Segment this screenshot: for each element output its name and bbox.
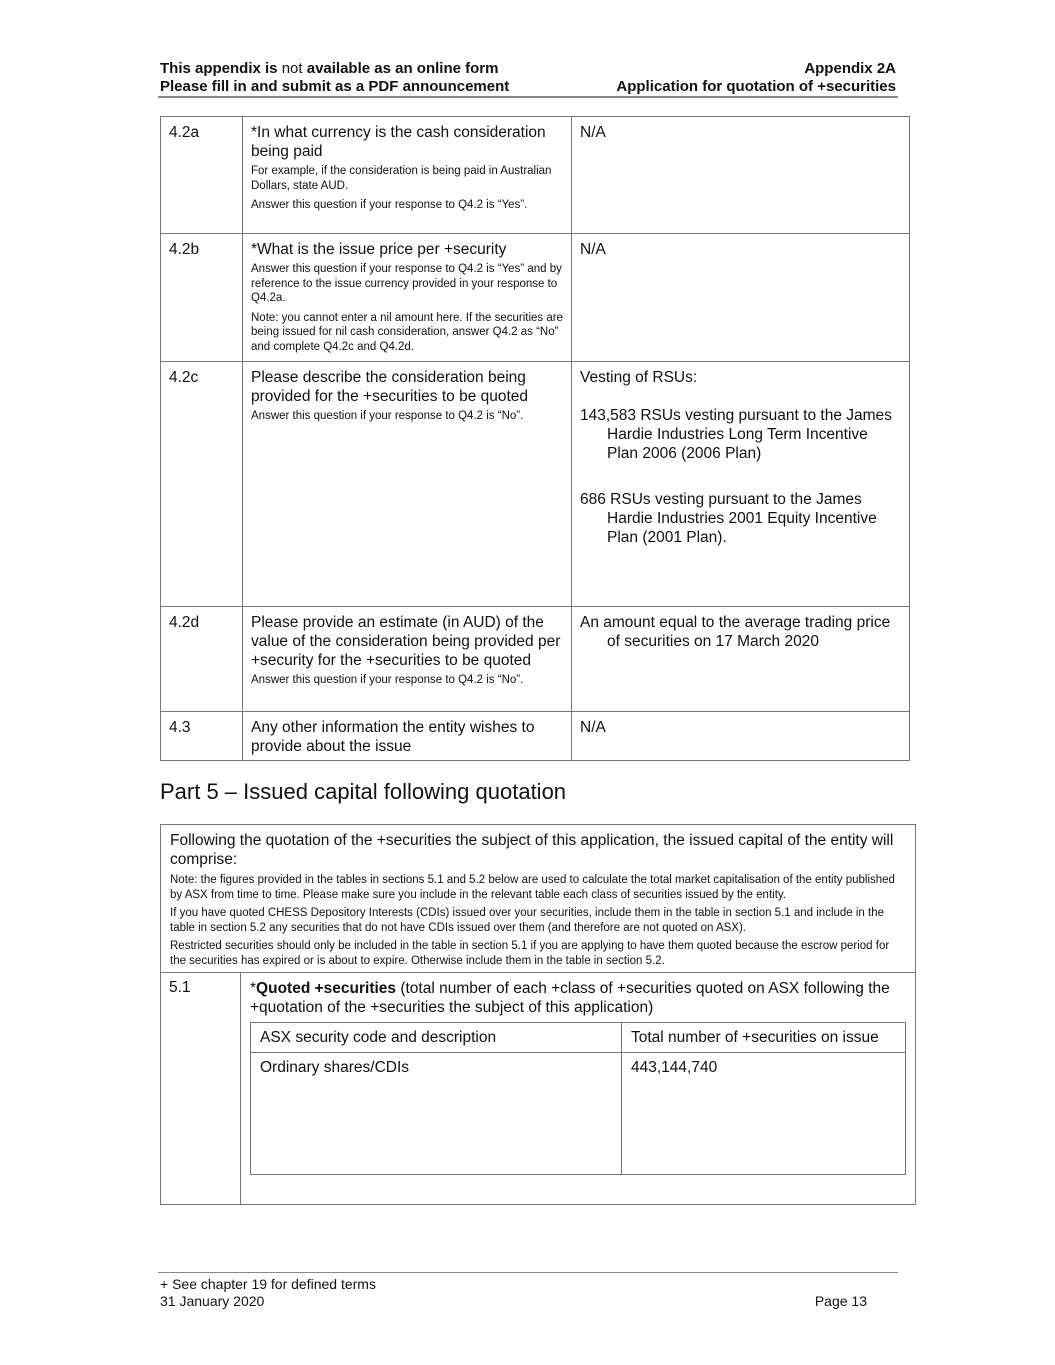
answer-item: 686 RSUs vesting pursuant to the James Hardie Industries 2001 Equity Incentive Plan (2001 Plan).	[580, 491, 877, 546]
page-header-right	[616, 60, 896, 96]
section-5-1-body	[241, 973, 915, 1204]
question-note: Answer this question if your response to Q4.2 is “Yes” and by reference to the issue currency provided in your response to Q4.2a.	[251, 263, 562, 304]
table-row-4-2d	[161, 607, 910, 712]
question-number: 4.3	[161, 712, 243, 761]
question-cell	[243, 117, 572, 234]
answer-item: 143,583 RSUs vesting pursuant to the James Hardie Industries Long Term Incentive Plan 2006 (2006 Plan)	[580, 407, 892, 462]
answer-cell: N/A	[572, 712, 910, 761]
appendix-title: Application for quotation of +securities	[616, 78, 896, 95]
question-note: Note: you cannot enter a nil amount here. If the securities are being issued for nil cash consideration, answer Q4.2 as “No” and complete Q4.2c and Q4.2d.	[251, 311, 563, 353]
section-title-part5: Part 5 – Issued capital following quotation	[160, 779, 567, 804]
answer-cell: N/A	[572, 117, 910, 234]
question-text: Please describe the consideration being provided for the +securities to be quoted	[251, 369, 529, 405]
header-divider	[158, 96, 898, 98]
security-description: Ordinary shares/CDIs	[251, 1053, 622, 1175]
answer-cell: N/A	[572, 234, 910, 362]
question-cell	[243, 234, 572, 362]
question-note: For example, if the consideration is being paid in Australian Dollars, state AUD.	[251, 165, 552, 192]
question-cell	[243, 607, 572, 712]
table-row	[251, 1053, 906, 1175]
part5-table	[160, 824, 916, 1205]
quoted-securities-table	[250, 1022, 906, 1175]
footer-defined-terms: + See chapter 19 for defined terms	[160, 1276, 376, 1292]
part5-note: Restricted securities should only be included in the table in section 5.1 if you are applying to have them quoted because the escrow period for the securities has expired or is about to expire. Otherwise include them in the table in section 5.2.	[170, 940, 890, 967]
page-footer-left	[160, 1276, 376, 1310]
question-note: Answer this question if your response to Q4.2 is “Yes”.	[251, 199, 528, 211]
question-text: Please provide an estimate (in AUD) of the value of the consideration being provided per +security for the +securities to be quoted	[251, 614, 561, 669]
column-header: Total number of +securities on issue	[622, 1023, 906, 1053]
footer-divider	[158, 1272, 898, 1273]
part5-intro	[161, 825, 915, 973]
footer-date: 31 January 2020	[160, 1293, 265, 1309]
page-number: Page 13	[814, 1293, 867, 1309]
question-number: 4.2c	[161, 362, 243, 607]
appendix-label: Appendix 2A	[804, 60, 896, 77]
page-header-left	[160, 60, 509, 96]
part5-note: If you have quoted CHESS Depository Interests (CDIs) issued over your securities, include them in the table in section 5.1 and include in the table in section 5.2 any securities that do not have CDIs issued over them (and therefore are not quoted on ASX).	[170, 907, 885, 934]
question-text: *In what currency is the cash consideration being paid	[251, 124, 546, 160]
question-number: 5.1	[161, 973, 241, 1204]
table-row-4-2b	[161, 234, 910, 362]
header-notice-line1: This appendix is not available as an online form	[160, 60, 499, 77]
question-cell	[243, 712, 572, 761]
question-number: 4.2b	[161, 234, 243, 362]
question-number: 4.2d	[161, 607, 243, 712]
column-header: ASX security code and description	[251, 1023, 622, 1053]
question-text: *What is the issue price per +security	[251, 241, 507, 258]
header-notice-line2: Please fill in and submit as a PDF announcement	[160, 78, 510, 95]
part5-note: Note: the figures provided in the tables in sections 5.1 and 5.2 below are used to calculate the total market capitalisation of the entity published by ASX from time to time. Please make sure you include in the relevant table each class of securities issued by the entity.	[170, 874, 895, 901]
section-5-1-description: *Quoted +securities (total number of each +class of +securities quoted on ASX following the +quotation of the +securities the subject of this application)	[250, 980, 890, 1016]
table-row-4-2a	[161, 117, 910, 234]
question-cell	[243, 362, 572, 607]
question-text: Any other information the entity wishes to provide about the issue	[251, 719, 535, 755]
table-row-4-2c	[161, 362, 910, 607]
answer-text: An amount equal to the average trading price of securities on 17 March 2020	[580, 614, 891, 650]
part4-table	[160, 116, 910, 761]
part5-intro-text: Following the quotation of the +securities the subject of this application, the issued capital of the entity will comprise:	[170, 832, 894, 868]
question-number: 4.2a	[161, 117, 243, 234]
answer-heading: Vesting of RSUs:	[580, 369, 698, 386]
question-note: Answer this question if your response to Q4.2 is “No”.	[251, 674, 524, 686]
section-5-1-row	[161, 973, 915, 1204]
securities-total: 443,144,740	[622, 1053, 906, 1175]
table-header-row	[251, 1023, 906, 1053]
answer-cell	[572, 607, 910, 712]
table-row-4-3	[161, 712, 910, 761]
question-note: Answer this question if your response to Q4.2 is “No”.	[251, 410, 524, 422]
answer-cell	[572, 362, 910, 607]
